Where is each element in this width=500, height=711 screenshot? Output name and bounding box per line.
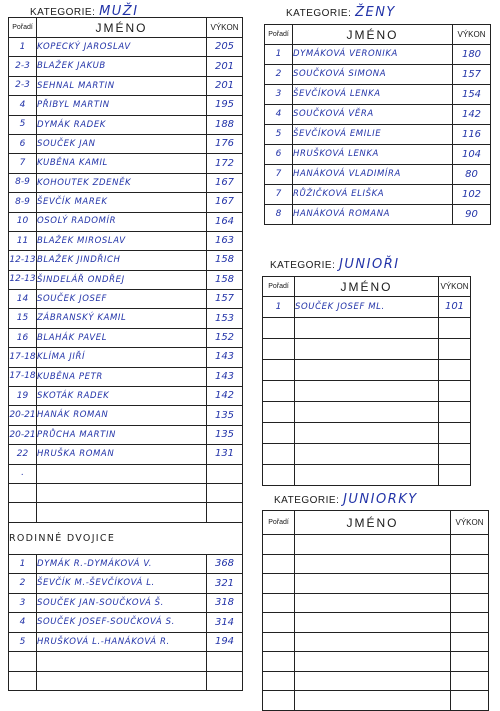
junior-women-row <box>263 652 489 672</box>
women-row <box>265 145 491 165</box>
men-category-label: KATEGORIE: <box>30 7 96 18</box>
junior-women-row <box>263 574 489 594</box>
junior-women-jmeno-cell <box>295 671 451 691</box>
men-row <box>9 154 243 173</box>
junior-women-jmeno-cell <box>295 535 451 555</box>
women-poradi-cell: 5 <box>265 125 293 145</box>
men-pair-poradi-cell: 3 <box>9 593 37 613</box>
women-row <box>265 185 491 205</box>
men-row <box>9 483 243 502</box>
men-row <box>9 193 243 212</box>
men-jmeno-cell: BLAHÁK PAVEL <box>37 328 207 347</box>
women-poradi-cell: 7 <box>265 165 293 185</box>
women-jmeno-cell: ŠEVČÍKOVÁ EMILIE <box>293 125 453 145</box>
men-jmeno-cell <box>37 483 207 502</box>
men-results-table <box>8 17 243 691</box>
juniors-vykon-cell: 101 <box>439 297 471 318</box>
men-vykon-cell: 157 <box>207 290 243 309</box>
juniors-vykon-cell <box>439 423 471 444</box>
junior-women-jmeno-cell <box>295 613 451 633</box>
juniors-category-label: KATEGORIE: <box>270 260 336 271</box>
juniors-jmeno-cell <box>295 360 439 381</box>
men-category-value: MUŽI <box>99 4 139 19</box>
juniors-vykon-cell <box>439 465 471 486</box>
junior-women-vykon-cell <box>451 632 489 652</box>
men-pair-row <box>9 632 243 652</box>
junior-women-poradi-cell <box>263 691 295 711</box>
women-poradi-cell: 4 <box>265 105 293 125</box>
women-category-heading <box>286 5 396 20</box>
men-poradi-cell: 17-18 <box>9 348 37 367</box>
men-vykon-cell: 172 <box>207 154 243 173</box>
women-row <box>265 205 491 225</box>
men-poradi-cell: 22 <box>9 445 37 464</box>
men-jmeno-cell: KOPECKÝ JAROSLAV <box>37 38 207 57</box>
men-poradi-cell: 20-21 <box>9 425 37 444</box>
junior-women-vykon-cell <box>451 613 489 633</box>
juniors-row <box>263 297 471 318</box>
men-pair-jmeno-cell: HRUŠKOVÁ L.-HANÁKOVÁ R. <box>37 632 207 652</box>
men-pair-jmeno-cell: DYMÁK R.-DYMÁKOVÁ V. <box>37 554 207 574</box>
men-pair-vykon-cell: 314 <box>207 613 243 633</box>
women-poradi-cell: 3 <box>265 85 293 105</box>
men-row <box>9 367 243 386</box>
men-header-poradi: Pořadí <box>9 18 37 38</box>
men-jmeno-cell: DYMÁK RADEK <box>37 115 207 134</box>
juniors-row <box>263 381 471 402</box>
men-row <box>9 173 243 192</box>
men-jmeno-cell: KUBĚNA KAMIL <box>37 154 207 173</box>
juniors-vykon-cell <box>439 360 471 381</box>
junior-women-jmeno-cell <box>295 632 451 652</box>
junior-women-vykon-cell <box>451 671 489 691</box>
men-poradi-cell: 2-3 <box>9 76 37 95</box>
men-header-row <box>9 18 243 38</box>
men-pair-jmeno-cell: SOUČEK JAN-SOUČKOVÁ Š. <box>37 593 207 613</box>
men-pair-vykon-cell: 368 <box>207 554 243 574</box>
women-vykon-cell: 180 <box>453 45 491 65</box>
junior-women-header-vykon: VÝKON <box>451 511 489 535</box>
men-jmeno-cell: PRŮCHA MARTIN <box>37 425 207 444</box>
women-row <box>265 165 491 185</box>
junior-women-poradi-cell <box>263 593 295 613</box>
men-poradi-cell: 8-9 <box>9 193 37 212</box>
women-category-value: ŽENY <box>355 5 396 20</box>
men-jmeno-cell: ŠINDELÁŘ ONDŘEJ <box>37 270 207 289</box>
men-row <box>9 115 243 134</box>
men-vykon-cell: 201 <box>207 57 243 76</box>
men-vykon-cell: 135 <box>207 406 243 425</box>
men-row <box>9 251 243 270</box>
juniors-row <box>263 339 471 360</box>
men-row <box>9 387 243 406</box>
men-pair-row <box>9 652 243 672</box>
men-jmeno-cell: KOHOUTEK ZDENĚK <box>37 173 207 192</box>
men-poradi-cell: 1 <box>9 38 37 57</box>
men-vykon-cell <box>207 464 243 483</box>
men-vykon-cell: 152 <box>207 328 243 347</box>
juniors-poradi-cell <box>263 444 295 465</box>
junior-women-poradi-cell <box>263 671 295 691</box>
men-row <box>9 231 243 250</box>
men-pair-vykon-cell <box>207 671 243 691</box>
men-pair-vykon-cell <box>207 652 243 672</box>
junior-women-row <box>263 613 489 633</box>
men-pair-poradi-cell: 2 <box>9 574 37 594</box>
men-poradi-cell: 14 <box>9 290 37 309</box>
men-poradi-cell: 6 <box>9 134 37 153</box>
women-vykon-cell: 102 <box>453 185 491 205</box>
juniors-vykon-cell <box>439 339 471 360</box>
juniors-header-jmeno: JMÉNO <box>295 277 439 297</box>
junior-women-row <box>263 535 489 555</box>
women-header-jmeno: JMÉNO <box>293 25 453 45</box>
men-row <box>9 328 243 347</box>
women-jmeno-cell: HANÁKOVÁ VLADIMÍRA <box>293 165 453 185</box>
men-pair-row <box>9 593 243 613</box>
women-row <box>265 125 491 145</box>
junior-women-jmeno-cell <box>295 691 451 711</box>
men-pair-poradi-cell <box>9 671 37 691</box>
junior-women-category-value: JUNIORKY <box>343 492 418 507</box>
men-pairs-title-row <box>9 522 243 554</box>
women-row <box>265 85 491 105</box>
men-vykon-cell: 143 <box>207 367 243 386</box>
juniors-vykon-cell <box>439 381 471 402</box>
men-jmeno-cell: KUBĚNA PETR <box>37 367 207 386</box>
men-jmeno-cell: KLÍMA JIŘÍ <box>37 348 207 367</box>
juniors-row <box>263 360 471 381</box>
men-row <box>9 96 243 115</box>
junior-women-poradi-cell <box>263 574 295 594</box>
juniors-header-row <box>263 277 471 297</box>
junior-women-row <box>263 593 489 613</box>
women-row <box>265 65 491 85</box>
juniors-poradi-cell <box>263 360 295 381</box>
juniors-category-value: JUNIOŘI <box>339 257 400 272</box>
men-pair-jmeno-cell <box>37 671 207 691</box>
men-pair-poradi-cell: 4 <box>9 613 37 633</box>
men-jmeno-cell: SOUČEK JOSEF <box>37 290 207 309</box>
men-jmeno-cell <box>37 464 207 483</box>
junior-women-jmeno-cell <box>295 652 451 672</box>
junior-women-poradi-cell <box>263 652 295 672</box>
men-pair-row <box>9 574 243 594</box>
women-vykon-cell: 154 <box>453 85 491 105</box>
juniors-row <box>263 423 471 444</box>
women-vykon-cell: 157 <box>453 65 491 85</box>
men-pair-vykon-cell: 194 <box>207 632 243 652</box>
women-jmeno-cell: HRUŠKOVÁ LENKA <box>293 145 453 165</box>
men-jmeno-cell: ŠEVČÍK MAREK <box>37 193 207 212</box>
men-vykon-cell: 143 <box>207 348 243 367</box>
men-vykon-cell: 201 <box>207 76 243 95</box>
women-jmeno-cell: SOUČKOVÁ SIMONA <box>293 65 453 85</box>
women-poradi-cell: 6 <box>265 145 293 165</box>
juniors-row <box>263 444 471 465</box>
men-row <box>9 425 243 444</box>
men-poradi-cell <box>9 503 37 522</box>
women-jmeno-cell: ŠEVČÍKOVÁ LENKA <box>293 85 453 105</box>
men-poradi-cell: 4 <box>9 96 37 115</box>
men-pair-poradi-cell: 1 <box>9 554 37 574</box>
juniors-jmeno-cell <box>295 402 439 423</box>
women-vykon-cell: 142 <box>453 105 491 125</box>
juniors-row <box>263 402 471 423</box>
junior-women-poradi-cell <box>263 632 295 652</box>
men-vykon-cell: 135 <box>207 425 243 444</box>
men-row <box>9 38 243 57</box>
men-vykon-cell: 142 <box>207 387 243 406</box>
men-pair-row <box>9 671 243 691</box>
juniors-poradi-cell <box>263 423 295 444</box>
juniors-poradi-cell <box>263 318 295 339</box>
men-vykon-cell: 205 <box>207 38 243 57</box>
junior-women-vykon-cell <box>451 554 489 574</box>
men-vykon-cell: 164 <box>207 212 243 231</box>
men-row <box>9 309 243 328</box>
juniors-poradi-cell: 1 <box>263 297 295 318</box>
juniors-jmeno-cell: SOUČEK JOSEF ML. <box>295 297 439 318</box>
juniors-poradi-cell <box>263 465 295 486</box>
men-row <box>9 270 243 289</box>
men-pair-row <box>9 613 243 633</box>
women-vykon-cell: 80 <box>453 165 491 185</box>
junior-women-jmeno-cell <box>295 554 451 574</box>
women-header-vykon: VÝKON <box>453 25 491 45</box>
juniors-jmeno-cell <box>295 339 439 360</box>
men-jmeno-cell: ZÁBRANSKÝ KAMIL <box>37 309 207 328</box>
junior-women-header-row <box>263 511 489 535</box>
men-jmeno-cell: HRUŠKA ROMAN <box>37 445 207 464</box>
juniors-poradi-cell <box>263 381 295 402</box>
juniors-row <box>263 318 471 339</box>
men-row <box>9 212 243 231</box>
men-pair-jmeno-cell: SOUČEK JOSEF-SOUČKOVÁ S. <box>37 613 207 633</box>
men-poradi-cell: 12-13 <box>9 270 37 289</box>
men-vykon-cell: 158 <box>207 270 243 289</box>
men-jmeno-cell: BLAŽEK JINDŘICH <box>37 251 207 270</box>
juniors-row <box>263 465 471 486</box>
men-pair-jmeno-cell <box>37 652 207 672</box>
junior-women-vykon-cell <box>451 691 489 711</box>
juniors-jmeno-cell <box>295 423 439 444</box>
juniors-poradi-cell <box>263 402 295 423</box>
men-poradi-cell: 10 <box>9 212 37 231</box>
men-pair-jmeno-cell: ŠEVČÍK M.-ŠEVČÍKOVÁ L. <box>37 574 207 594</box>
men-poradi-cell: 5 <box>9 115 37 134</box>
men-vykon-cell <box>207 483 243 502</box>
men-poradi-cell: 20-21 <box>9 406 37 425</box>
men-pair-vykon-cell: 318 <box>207 593 243 613</box>
junior-women-jmeno-cell <box>295 593 451 613</box>
women-header-row <box>265 25 491 45</box>
women-jmeno-cell: HANÁKOVÁ ROMANA <box>293 205 453 225</box>
junior-women-row <box>263 671 489 691</box>
men-poradi-cell: 2-3 <box>9 57 37 76</box>
men-row <box>9 134 243 153</box>
men-header-vykon: VÝKON <box>207 18 243 38</box>
women-poradi-cell: 8 <box>265 205 293 225</box>
junior-women-jmeno-cell <box>295 574 451 594</box>
junior-women-category-label: KATEGORIE: <box>274 495 340 506</box>
junior-women-header-jmeno: JMÉNO <box>295 511 451 535</box>
men-jmeno-cell: OSOLÝ RADOMÍR <box>37 212 207 231</box>
junior-women-vykon-cell <box>451 593 489 613</box>
men-poradi-cell: 11 <box>9 231 37 250</box>
junior-women-row <box>263 554 489 574</box>
juniors-jmeno-cell <box>295 381 439 402</box>
men-poradi-cell: 16 <box>9 328 37 347</box>
men-pair-poradi-cell: 5 <box>9 632 37 652</box>
juniors-vykon-cell <box>439 402 471 423</box>
men-vykon-cell: 176 <box>207 134 243 153</box>
men-row <box>9 464 243 483</box>
junior-women-poradi-cell <box>263 554 295 574</box>
men-poradi-cell: 19 <box>9 387 37 406</box>
men-jmeno-cell: BLAŽEK JAKUB <box>37 57 207 76</box>
men-pair-row <box>9 554 243 574</box>
women-results-table <box>264 24 491 225</box>
men-poradi-cell: 12-13 <box>9 251 37 270</box>
juniors-header-poradi: Pořadí <box>263 277 295 297</box>
men-jmeno-cell: PŘIBYL MARTIN <box>37 96 207 115</box>
men-row <box>9 290 243 309</box>
junior-women-poradi-cell <box>263 613 295 633</box>
men-vykon-cell: 195 <box>207 96 243 115</box>
men-poradi-cell: 17-18 <box>9 367 37 386</box>
men-header-jmeno: JMÉNO <box>37 18 207 38</box>
juniors-jmeno-cell <box>295 318 439 339</box>
junior-women-header-poradi: Pořadí <box>263 511 295 535</box>
juniors-jmeno-cell <box>295 444 439 465</box>
women-header-poradi: Pořadí <box>265 25 293 45</box>
juniors-category-heading <box>270 257 400 272</box>
women-jmeno-cell: DYMÁKOVÁ VERONIKA <box>293 45 453 65</box>
men-vykon-cell <box>207 503 243 522</box>
junior-women-vykon-cell <box>451 652 489 672</box>
women-poradi-cell: 1 <box>265 45 293 65</box>
juniors-poradi-cell <box>263 339 295 360</box>
women-vykon-cell: 90 <box>453 205 491 225</box>
men-row <box>9 57 243 76</box>
men-row <box>9 76 243 95</box>
junior-women-vykon-cell <box>451 535 489 555</box>
men-poradi-cell: 15 <box>9 309 37 328</box>
juniors-results-table <box>262 276 471 486</box>
men-jmeno-cell <box>37 503 207 522</box>
juniors-vykon-cell <box>439 318 471 339</box>
men-jmeno-cell: SOUČEK JAN <box>37 134 207 153</box>
women-row <box>265 105 491 125</box>
men-jmeno-cell: SKOTÁK RADEK <box>37 387 207 406</box>
women-poradi-cell: 7 <box>265 185 293 205</box>
men-pair-poradi-cell <box>9 652 37 672</box>
juniors-jmeno-cell <box>295 465 439 486</box>
men-poradi-cell: 7 <box>9 154 37 173</box>
women-jmeno-cell: RŮŽIČKOVÁ ELIŠKA <box>293 185 453 205</box>
men-pair-vykon-cell: 321 <box>207 574 243 594</box>
men-jmeno-cell: HANÁK ROMAN <box>37 406 207 425</box>
men-vykon-cell: 167 <box>207 193 243 212</box>
women-category-label: KATEGORIE: <box>286 8 352 19</box>
junior-women-row <box>263 632 489 652</box>
junior-women-row <box>263 691 489 711</box>
women-poradi-cell: 2 <box>265 65 293 85</box>
junior-women-vykon-cell <box>451 574 489 594</box>
men-vykon-cell: 158 <box>207 251 243 270</box>
men-jmeno-cell: BLAŽEK MIROSLAV <box>37 231 207 250</box>
men-pairs-title: RODINNÉ DVOJICE <box>9 522 243 554</box>
men-poradi-cell: 8-9 <box>9 173 37 192</box>
women-jmeno-cell: SOUČKOVÁ VĚRA <box>293 105 453 125</box>
women-vykon-cell: 104 <box>453 145 491 165</box>
juniors-header-vykon: VÝKON <box>439 277 471 297</box>
men-vykon-cell: 131 <box>207 445 243 464</box>
women-vykon-cell: 116 <box>453 125 491 145</box>
men-row <box>9 445 243 464</box>
men-jmeno-cell: SEHNAL MARTIN <box>37 76 207 95</box>
men-vykon-cell: 153 <box>207 309 243 328</box>
women-row <box>265 45 491 65</box>
men-row <box>9 348 243 367</box>
juniors-vykon-cell <box>439 444 471 465</box>
junior-women-poradi-cell <box>263 535 295 555</box>
men-vykon-cell: 167 <box>207 173 243 192</box>
men-row <box>9 503 243 522</box>
junior-women-category-heading <box>274 492 418 507</box>
men-row <box>9 406 243 425</box>
men-vykon-cell: 163 <box>207 231 243 250</box>
junior-women-results-table <box>262 510 489 711</box>
men-vykon-cell: 188 <box>207 115 243 134</box>
men-poradi-cell <box>9 483 37 502</box>
men-poradi-cell: . <box>9 464 37 483</box>
